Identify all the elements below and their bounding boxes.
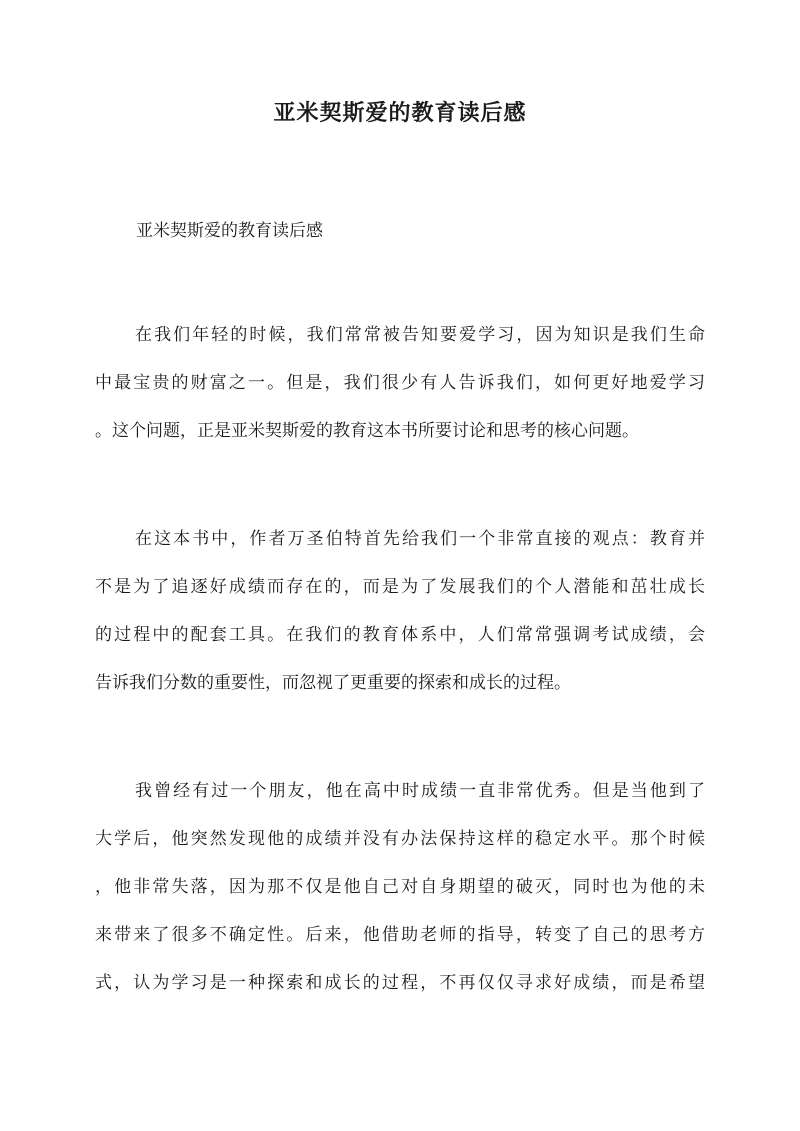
paragraph-line: 在这本书中，作者万圣伯特首先给我们一个非常直接的观点：教育并 xyxy=(135,529,705,549)
document-subtitle: 亚米契斯爱的教育读后感 xyxy=(136,221,323,241)
paragraph-line: 我曾经有过一个朋友，他在高中时成绩一直非常优秀。但是当他到了 xyxy=(135,781,705,801)
paragraph-line: 来带来了很多不确定性。后来，他借助老师的指导，转变了自己的思考方 xyxy=(95,925,705,945)
paragraph-1 xyxy=(95,311,705,455)
page-title: 亚米契斯爱的教育读后感 xyxy=(273,100,527,126)
paragraph-line: 中最宝贵的财富之一。但是，我们很少有人告诉我们，如何更好地爱学习 xyxy=(95,373,705,393)
paragraph-line: ，他非常失落，因为那不仅是他自己对自身期望的破灭，同时也为他的未 xyxy=(95,877,705,897)
paragraph-2 xyxy=(95,515,705,707)
paragraph-line: 。这个问题，正是亚米契斯爱的教育这本书所要讨论和思考的核心问题。 xyxy=(95,421,639,441)
paragraph-3 xyxy=(95,767,705,1007)
paragraph-line: 式，认为学习是一种探索和成长的过程，不再仅仅寻求好成绩，而是希望 xyxy=(95,973,705,993)
paragraph-line: 大学后，他突然发现他的成绩并没有办法保持这样的稳定水平。那个时候 xyxy=(95,829,705,849)
paragraph-line: 告诉我们分数的重要性，而忽视了更重要的探索和成长的过程。 xyxy=(95,673,571,693)
paragraph-line: 不是为了追逐好成绩而存在的，而是为了发展我们的个人潜能和茁壮成长 xyxy=(95,577,705,597)
paragraph-line: 在我们年轻的时候，我们常常被告知要爱学习，因为知识是我们生命 xyxy=(135,325,705,345)
paragraph-line: 的过程中的配套工具。在我们的教育体系中，人们常常强调考试成绩，会 xyxy=(95,625,705,645)
